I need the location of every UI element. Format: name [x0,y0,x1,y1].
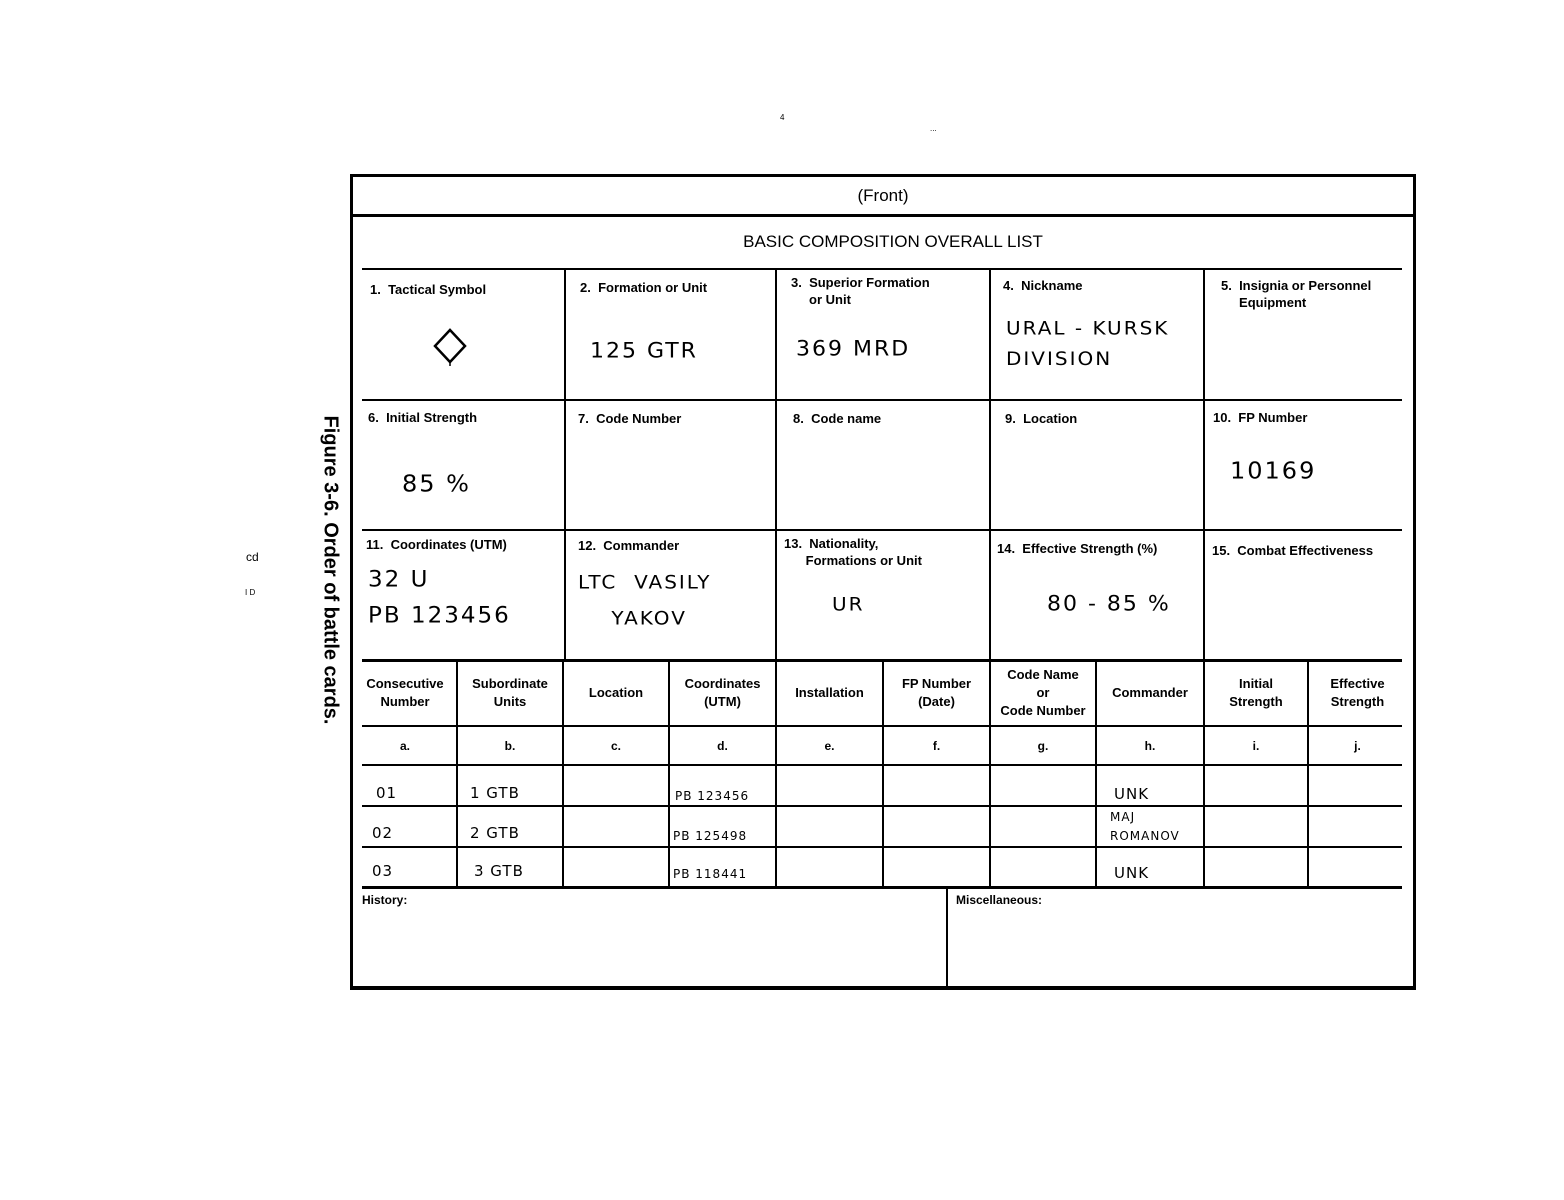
table-row-3-number: 03 [372,862,394,880]
grid-line [362,886,1402,889]
margin-mark-top-dots: ... [930,124,937,133]
table-row-2-unit: 2 GTB [470,824,520,842]
col-letter: f. [932,739,941,753]
col-letter: j. [1354,739,1361,753]
col-header-code-name: Code Name or Code Number [1000,667,1086,718]
field-nickname-value: URAL - KURSK DIVISION [1006,316,1170,370]
table-row-2-commander: MAJ ROMANOV [1110,810,1180,843]
col-header-subordinate-units: Subordinate Units [472,676,548,709]
card-title: BASIC COMPOSITION OVERALL LIST [743,232,1043,251]
field-commander-label: 12. Commander [578,538,680,553]
field-nationality-label: 13. Nationality, Formations or Unit [784,536,922,568]
grid-line [989,269,991,659]
margin-mark-left-2: I D [245,588,256,597]
field-coordinates-label: 11. Coordinates (UTM) [366,537,507,552]
grid-line [946,887,948,986]
table-row-2-number: 02 [372,824,394,842]
field-effective-strength-label: 14. Effective Strength (%) [997,541,1158,556]
field-initial-strength-value: 85 % [402,470,471,498]
order-of-battle-card [350,174,1416,989]
col-header-effective-strength: Effective Strength [1330,676,1385,709]
grid-line [564,269,566,659]
front-divider [353,214,1413,217]
history-label: History: [362,893,408,907]
field-formation-label: 2. Formation or Unit [580,280,708,295]
grid-line [362,529,1402,531]
table-row-2-coordinates: PB 125498 [673,829,748,843]
col-header-location: Location [588,685,644,700]
table-row-3-coordinates: PB 118441 [673,867,748,881]
grid-line [775,269,777,659]
col-letter: g. [1037,739,1049,753]
grid-line [362,399,1402,401]
field-nickname-label: 4. Nickname [1003,278,1083,293]
card-side-label: (Front) [857,186,909,205]
field-combat-effectiveness-label: 15. Combat Effectiveness [1212,543,1374,558]
table-row-3-commander: UNK [1114,864,1150,882]
table-row-1-number: 01 [376,784,398,802]
col-header-fp-number-date: FP Number (Date) [901,676,972,709]
col-header-coordinates: Coordinates (UTM) [684,676,761,709]
margin-mark-top: 4 [780,113,785,122]
field-formation-value: 125 GTR [590,339,698,364]
field-effective-strength-value: 80 - 85 % [1047,592,1171,617]
figure-caption-text: Figure 3-6. Order of battle cards. [319,415,342,725]
col-header-initial-strength: Initial Strength [1229,676,1283,709]
col-letter: h. [1144,739,1156,753]
col-letter: c. [610,739,621,753]
field-code-number-label: 7. Code Number [578,411,682,426]
field-tactical-symbol-label: 1. Tactical Symbol [370,282,487,297]
grid-line [362,268,1402,270]
field-commander-value: LTC VASILY YAKOV [578,570,712,630]
col-header-consecutive-number: Consecutive Number [366,676,444,709]
field-coordinates-value: 32 U PB 123456 [368,567,511,629]
field-nationality-value: UR [832,592,865,616]
table-row-1-coordinates: PB 123456 [675,789,750,803]
field-superior-formation-label: 3. Superior Formation or Unit [791,275,930,307]
col-letter: i. [1252,739,1260,753]
col-letter: b. [504,739,516,753]
field-insignia-label: 5. Insignia or Personnel Equipment [1221,278,1372,310]
field-code-name-label: 8. Code name [793,411,882,426]
field-initial-strength-label: 6. Initial Strength [368,410,478,425]
col-header-commander: Commander [1112,685,1188,700]
col-letter: e. [824,739,835,753]
field-fp-number-label: 10. FP Number [1213,410,1308,425]
miscellaneous-label: Miscellaneous: [956,893,1043,907]
grid-line [1203,269,1205,659]
table-row-1-unit: 1 GTB [470,784,520,802]
col-letter: d. [717,739,728,753]
table-row-1-commander: UNK [1114,785,1150,803]
col-letter: a. [399,739,410,753]
field-location-label: 9. Location [1005,411,1078,426]
table-row-3-unit: 3 GTB [474,862,524,880]
field-fp-number-value: 10169 [1230,457,1317,485]
field-superior-formation-value: 369 MRD [796,337,911,362]
col-header-installation: Installation [795,685,864,700]
margin-mark-left: cd [246,550,259,564]
diamond-icon [432,328,468,368]
